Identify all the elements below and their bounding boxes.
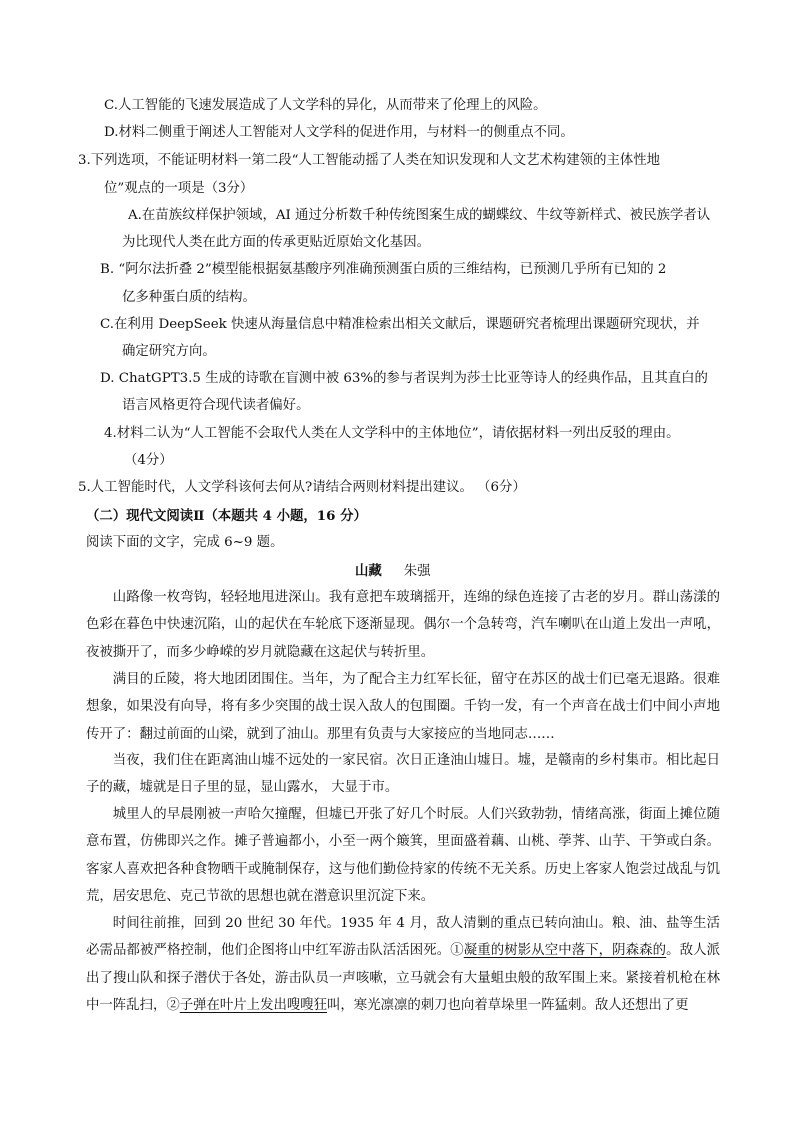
- p5-text-a: 时间往前推，回到 20 世纪 30 年代。1935 年 4 月，敌人清剿的重点已转向油山。粮、油、盐等生活必需品都被严格控制，他们企图将山中红军游击队活活困死。①: [86, 916, 720, 959]
- p5-text-b: 。敌人派出了搜山队和探子潜伏于各处，游击队员一声咳嗽，立马就会有大量蛆虫般的敌军围上来。紧接着机枪在林中一阵乱扫，②: [86, 943, 721, 1014]
- underlined-sentence-1: 凝重的树影从空中落下，阴森森的: [463, 943, 667, 959]
- article-author: 朱强: [403, 564, 431, 579]
- q3-option-a-line2: 为比现代人类在此方面的传承更贴近原始文化基因。: [122, 235, 430, 250]
- article-header: [355, 562, 431, 581]
- q3-option-a-line1: A.在苗族纹样保护领域，AI 通过分析数千种传统图案生成的蝴蝶纹、牛纹等新样式、被民族学者认: [128, 208, 711, 223]
- q4-line1: 4.材料二认为“人工智能不会取代人类在人文学科中的主体地位”，请依据材料一列出反驳的理由。: [104, 426, 680, 441]
- article-paragraph-5: [86, 910, 720, 1020]
- q2-option-d: D.材料二侧重于阐述人工智能对人文学科的促进作用，与材料一的侧重点不同。: [104, 125, 574, 140]
- article-paragraph-4: 城里人的早晨刚被一声哈欠撞醒，但墟已开张了好几个时辰。人们兴致勃勃，情绪高涨，街面上摊位随意布置，仿佛即兴之作。摊子普遍都小，小至一两个簸箕，里面盛着藕、山桃、荸荠、山芋、干笋或白条。客家人喜欢把各种食物晒干或腌制保存，这与他们勤俭持家的传统不无关系。历史上客家人饱尝过战乱与饥荒，居安思危、克己节欲的思想也就在潜意识里沉淀下来。: [86, 807, 720, 905]
- p5-text-c: 叫，寒光凛凛的刺刀也向着草垛里一阵猛刺。敌人还想出了更: [327, 998, 689, 1014]
- section-heading: （二）现代文阅读Ⅱ（本题共 4 小题，16 分）: [86, 508, 367, 524]
- q3-stem-line1: 3.下列选项，不能证明材料一第二段“人工智能动摇了人类在知识发现和人文艺术构建领的主体性地: [78, 153, 661, 168]
- q3-option-b-line2: 亿多种蛋白质的结构。: [122, 290, 256, 305]
- article-paragraph-1: 山路像一枚弯钩，轻轻地甩进深山。我有意把车玻璃摇开，连绵的绿色连接了古老的岁月。群山荡漾的色彩在暮色中快速沉陷，山的起伏在车轮底下逐渐显现。偶尔一个急转弯，汽车喇叭在山道上发出一声吼，夜被撕开了，而多少峥嵘的岁月就隐藏在这起伏与转折里。: [86, 590, 720, 660]
- article-title: 山藏: [355, 563, 382, 579]
- section-instruction: 阅读下面的文字，完成 6~9 题。: [86, 535, 284, 550]
- q2-option-c: C.人工智能的飞速发展造成了人文学科的异化，从而带来了伦理上的风险。: [104, 98, 547, 113]
- q3-option-b-line1: B. “阿尔法折叠 2”模型能根据氨基酸序列准确预测蛋白质的三维结构，已预测几乎所有已知的 2: [100, 262, 667, 277]
- q3-option-d-line1: D. ChatGPT3.5 生成的诗歌在盲测中被 63%的参与者误判为莎士比亚等诗人的经典作品，且其直白的: [100, 371, 708, 386]
- article-paragraph-3: 当夜，我们住在距离油山墟不远处的一家民宿。次日正逢油山墟日。墟，是赣南的乡村集市。相比起日子的藏，墟就是日子里的显，显山露水， 大显于市。: [86, 753, 720, 796]
- q3-option-c-line1: C.在利用 DeepSeek 快速从海量信息中精准检索出相关文献后，课题研究者梳理出课题研究现状，并: [100, 317, 700, 332]
- underlined-sentence-2: 子弹在叶片上发出嗖嗖狂: [179, 998, 328, 1014]
- q3-option-d-line2: 语言风格更符合现代读者偏好。: [122, 398, 310, 413]
- q5-text: 5.人工智能时代，人文学科该何去何从?请结合两则材料提出建议。 （6分）: [78, 480, 526, 495]
- article-paragraph-2: 满目的丘陵，将大地团团围住。当年，为了配合主力红军长征，留守在苏区的战士们已毫无退路。很难想象，如果没有向导，将有多少突围的战士误入敌人的包围圈。千钧一发，有一个声音在战士们中间小声地传开了：翻过前面的山梁，就到了油山。那里有负责与大家接应的当地同志……: [86, 672, 720, 742]
- q4-line2: （4分）: [124, 453, 173, 468]
- q3-option-c-line2: 确定研究方向。: [122, 344, 216, 359]
- q3-stem-line2: 位”观点的一项是（3分）: [104, 181, 254, 196]
